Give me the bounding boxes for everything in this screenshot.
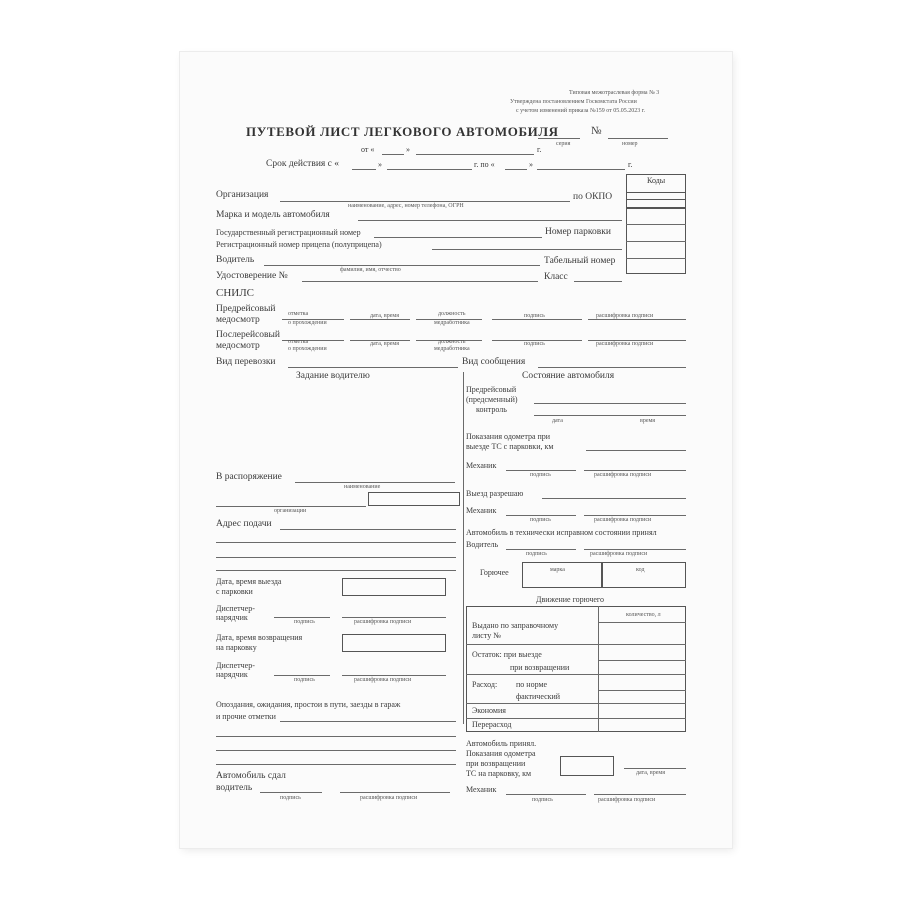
state-heading: Состояние автомобиля [522,371,615,381]
amendment-line: с учетом изменений приказа №159 от 05.05.2023 г. [516,108,646,114]
good-condition-label: Автомобиль в технически исправном состоянии принял [466,528,657,537]
waybill-form: Типовая межотраслевая форма № 3 Утверждена постановлением Госкомстата России с учетом изменений приказа №159 от 05.05.2023 г. ПУТЕВОЙ ЛИСТ ЛЕГКОВОГО АВТОМОБИЛЯ № серия номер от « » г. Срок действия с « » г. по « » г. Коды Организация наименование, адрес, номер телефона, ОГРН по ОКПО Марка и модель автомобиля Государственный регистрационный номер Номер парковки Регистрационный номер прицепа (полуприцепа) Водитель Табельный номер Удостоверение № фамилия, имя, отчество Класс СНИЛС Предрейсовый медосмотр отметка о прохождении дата, время должность медработника подпись расшифровка подписи Послерейсовый медосмотр отметка о прохождении дата, время должность медработника подпись расшифровка подписи Вид перевозки Вид сообщения Задание водителю Состояние автомобиля В распоряжение наименование организации Адрес подачи Дата, время выезда с парковки Диспетчер- нарядчик подпись расшифровка подписи Дата, время возвращения на парковку Диспетчер- нарядчик подпись расшифровка подписи Опоздания, ожидания, простои в пути, заезды в гараж и прочие отметки Автомобиль сдал водитель подпись расшифровка подписи Предрейсовый (предсменный) контроль дата время Показания одометра при выезде ТС с парковки, км Механик подпись расшифровка подписи Выезд разрешаю Механик подпись расшифровка подписи Автомобиль в технически исправном состоянии принял Водитель подпись расшифровка подписи Горючее марка код Движение горючего количество, л Выдано по заправочному листу № Остаток: при выезде при возвращении Расход: по норме фактический Экономия Перерасход Автомобиль принял. Показания одометра при возвращении ТС на парковку, км дата, время Механик подпись расшифровка подписи [180,52,732,848]
return-time-box [342,634,446,652]
snils-label: СНИЛС [216,287,255,299]
driver-label: Водитель [216,255,255,265]
form-title: ПУТЕВОЙ ЛИСТ ЛЕГКОВОГО АВТОМОБИЛЯ [246,124,559,139]
organization-caption: наименование, адрес, номер телефона, ОГРН [348,203,464,209]
date-from-label: от « [361,145,375,154]
class-label: Класс [544,272,568,282]
fuel-movement-label: Движение горючего [536,595,605,604]
address-label: Адрес подачи [216,519,272,529]
state-reg-label: Государственный регистрационный номер [216,228,361,237]
number-sign: № [591,125,602,137]
validity-label: Срок действия с « [266,159,339,169]
driver-caption: фамилия, имя, отчество [340,267,401,273]
okpo-label: по ОКПО [573,192,613,202]
fuel-code-box [602,562,686,588]
organization-label: Организация [216,190,269,200]
validity-to-label: г. по « [474,160,495,169]
communication-label: Вид сообщения [462,357,526,367]
form-type-line: Типовая межотраслевая форма № 3 [569,90,660,96]
number-caption: номер [622,141,638,147]
okpo-code-box [626,192,686,208]
garage-no-label: Номер парковки [545,227,611,237]
personnel-no-label: Табельный номер [544,256,616,266]
disposal-box [368,492,460,506]
codes-label: Коды [647,176,666,185]
task-heading: Задание водителю [296,371,370,381]
fuel-label: Горючее [480,568,509,577]
return-odometer-box [560,756,614,776]
series-caption: серия [556,141,571,147]
exit-allowed-label: Выезд разрешаю [466,489,524,498]
trailer-reg-label: Регистрационный номер прицепа (полуприцепа) [216,240,382,249]
departure-time-box [342,578,446,596]
approval-line: Утверждена постановлением Госкомстата России [510,99,637,105]
disposal-label: В распоряжение [216,472,282,482]
transport-kind-label: Вид перевозки [216,357,276,367]
license-label: Удостоверение № [216,271,288,281]
fuel-brand-box [522,562,602,588]
car-model-label: Марка и модель автомобиля [216,210,330,220]
